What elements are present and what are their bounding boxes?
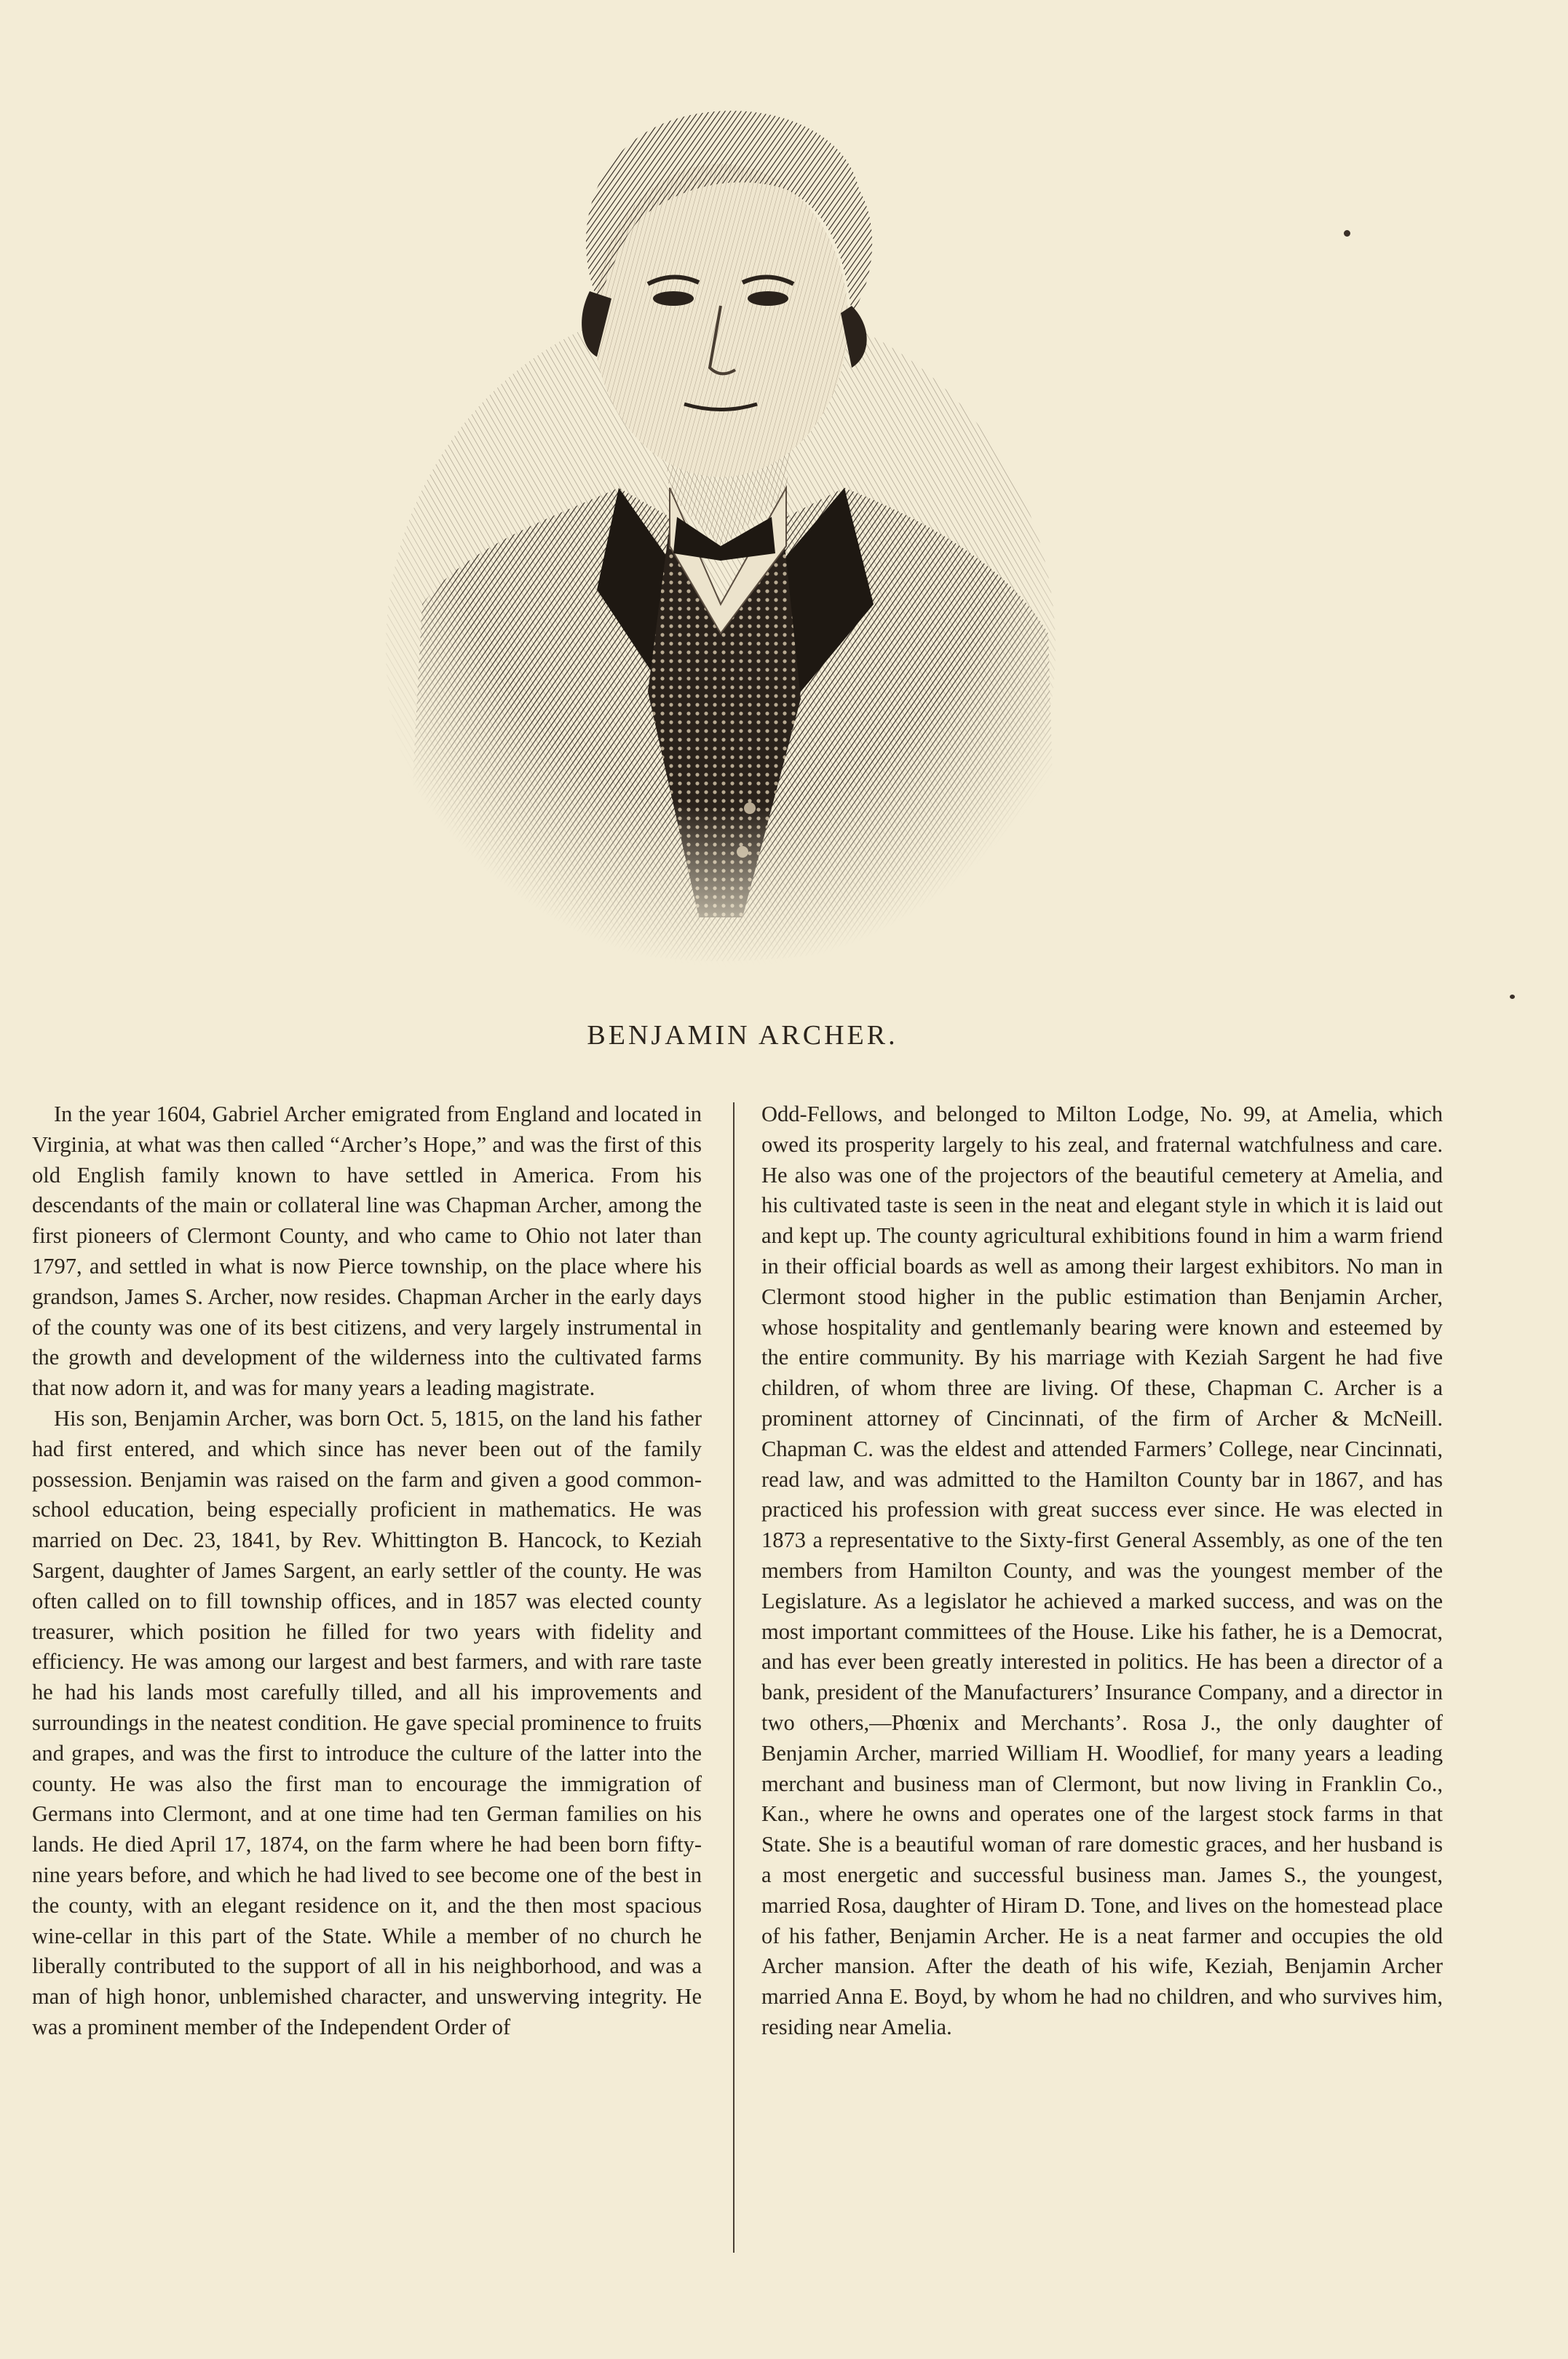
page-title: BENJAMIN ARCHER. — [587, 1020, 898, 1051]
portrait-engraving — [379, 80, 1077, 968]
column-divider — [733, 1102, 734, 2253]
left-column — [32, 1099, 702, 2043]
paragraph: In the year 1604, Gabriel Archer emigrated from England and located in Virginia, at what was then called “Archer’s Hope,” and was the first of this old English family known to have settled in America. From his descendants of the main or collateral line was Chapman Archer, among the first pioneers of Clermont County, and who came to Ohio not later than 1797, and settled in what is now Pierce township, on the place where his grandson, James S. Archer, now resides. Chapman Archer in the early days of the county was one of its best citizens, and very largely instrumental in the growth and development of the wilderness into the cultivated farms that now adorn it, and was for many years a leading magistrate. — [32, 1102, 702, 1401]
ink-speck — [1344, 230, 1350, 237]
right-column — [761, 1099, 1443, 2043]
paragraph: His son, Benjamin Archer, was born Oct. 5, 1815, on the land his father had first entered, and which since has never been out of the family possession. Benjamin was raised on the farm and given a good common-school education, being especially proficient in mathematics. He was married on Dec. 23, 1841, by Rev. Whittington B. Hancock, to Keziah Sargent, daughter of James Sargent, an early settler of the county. He was often called on to fill township offices, and in 1857 was elected county treasurer, which position he filled for two years with fidelity and efficiency. He was among our largest and best farmers, and with rare taste he had his lands most carefully tilled, and all his improvements and surroundings in the neatest condition. He gave special prominence to fruits and grapes, and was the first to introduce the culture of the latter into the county. He was also the first man to encourage the immigration of Germans into Clermont, and at one time had ten German families on his lands. He died April 17, 1874, on the farm where he had been born fifty-nine years before, and which he had lived to see become one of the best in the county, with an elegant residence on it, and the then most spacious wine-cellar in this part of the State. While a member of no church he liberally contributed to the support of all in his neighborhood, and was a man of high honor, unblemished character, and unswerving integrity. He was a prominent member of the Independent Order of — [32, 1405, 702, 2039]
portrait-illustration — [379, 80, 1077, 968]
ink-speck — [1510, 995, 1515, 999]
paragraph: Odd-Fellows, and belonged to Milton Lodge, No. 99, at Amelia, which owed its prosperity largely to his zeal, and fraternal watchfulness and care. He also was one of the projectors of the beautiful cemetery at Amelia, and his cultivated taste is seen in the neat and elegant style in which it is laid out and kept up. The county agricultural exhibitions found in him a warm friend in their official boards as well as among their largest exhibitors. No man in Clermont stood higher in the public estimation than Benjamin Archer, whose hospitality and gentlemanly bearing were known and esteemed by the entire community. By his marriage with Keziah Sargent he had five children, of whom three are living. Of these, Chapman C. Archer is a prominent attorney of Cincinnati, of the firm of Archer & McNeill. Chapman C. was the eldest and attended Farmers’ College, near Cincinnati, read law, and was admitted to the Hamilton County bar in 1867, and has practiced his profession with great success ever since. He was elected in 1873 a representative to the Sixty-first General Assembly, as one of the ten members from Hamilton County, and was the youngest member of the Legislature. As a legislator he achieved a marked success, and was on the most important committees of the House. Like his father, he is a Democrat, and has ever been greatly interested in politics. He has been a director of a bank, president of the Manufacturers’ Insurance Company, and a director in two others,—Phœnix and Merchants’. Rosa J., the only daughter of Benjamin Archer, married William H. Woodlief, for many years a leading merchant and business man of Clermont, but now living in Franklin Co., Kan., where he owns and operates one of the largest stock farms in that State. She is a beautiful woman of rare domestic graces, and her husband is a most energetic and successful business man. James S., the youngest, married Rosa, daughter of Hiram D. Tone, and lives on the homestead place of his father, Benjamin Archer. He is a neat farmer and occupies the old Archer mansion. After the death of his wife, Keziah, Benjamin Archer married Anna E. Boyd, by whom he had no children, and who survives him, residing near Amelia. — [761, 1102, 1443, 2039]
